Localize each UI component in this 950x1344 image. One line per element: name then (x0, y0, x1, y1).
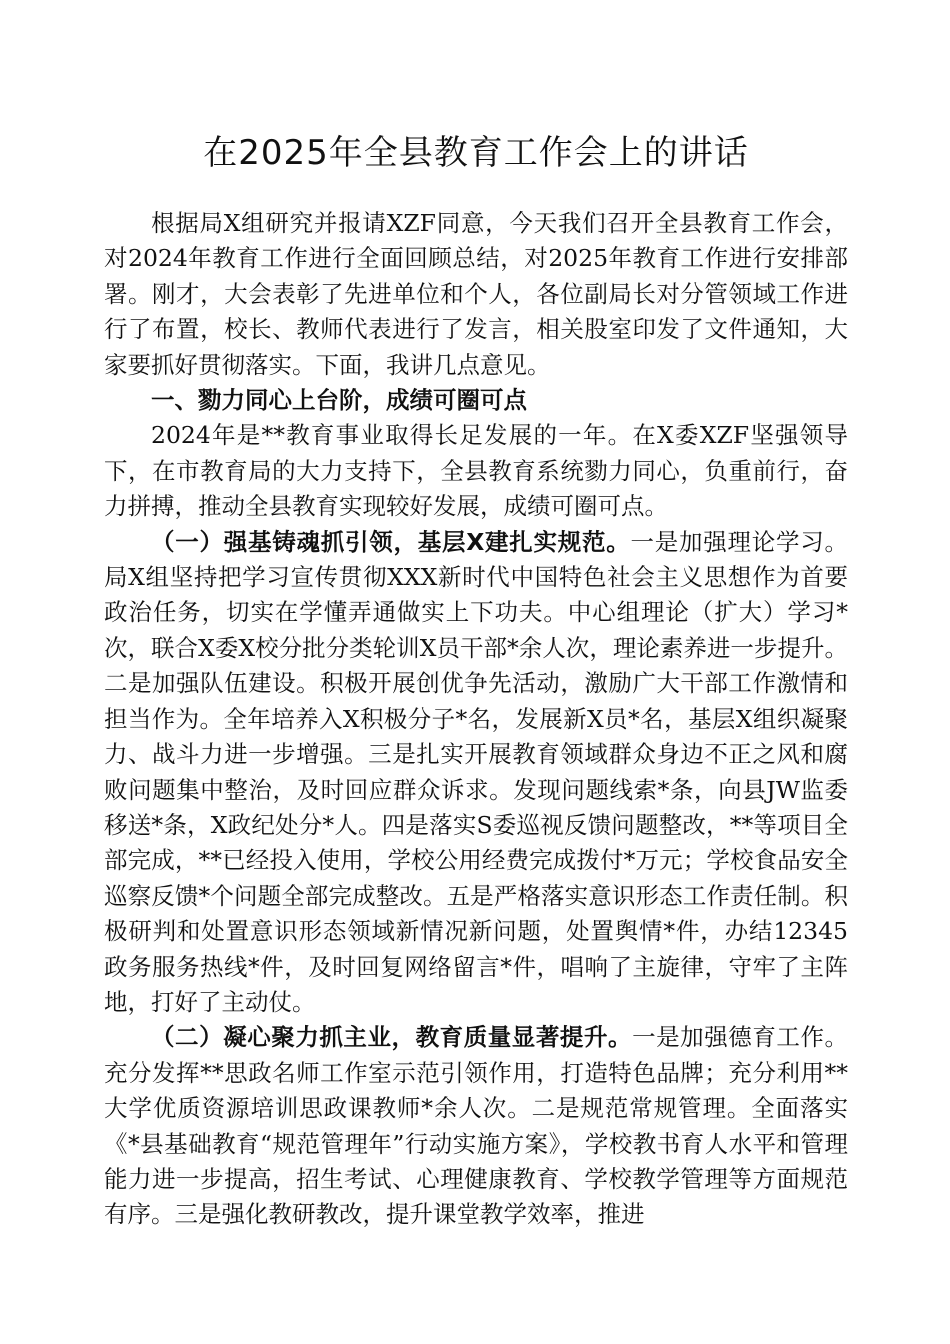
subsection-1-lead: （一）强基铸魂抓引领，基层X建扎实规范。 (151, 527, 631, 556)
section-1-heading: 一、勠力同心上台阶，成绩可圈可点 (151, 386, 527, 415)
subsection-2-lead: （二）凝心聚力抓主业，教育质量显著提升。 (151, 1023, 633, 1052)
section-1-paragraph: 2024年是**教育事业取得长足发展的一年。在X委XZF坚强领导下，在市教育局的大力支持下，全县教育系统勠力同心，负重前行，奋力拼搏，推动全县教育实现较好发展，成绩可圈可点。 (104, 421, 848, 521)
document-title: 在2025年全县教育工作会上的讲话 (203, 133, 749, 173)
subsection-1-paragraph (104, 525, 848, 1021)
document-page (104, 128, 848, 1233)
intro-paragraph: 根据局X组研究并报请XZF同意，今天我们召开全县教育工作会，对2024年教育工作进行全面回顾总结，对2025年教育工作进行安排部署。刚才，大会表彰了先进单位和个人，各位副局长对分管领域工作进行了布置，校长、教师代表进行了发言，相关股室印发了文件通知，大家要抓好贯彻落实。下面，我讲几点意见。 (104, 209, 848, 379)
subsection-2-paragraph (104, 1020, 848, 1232)
subsection-1-body: 一是加强理论学习。局X组坚持把学习宣传贯彻XXX新时代中国特色社会主义思想作为首要政治任务，切实在学懂弄通做实上下功夫。中心组理论（扩大）学习*次，联合X委X校分批分类轮训X员干部*余人次，理论素养进一步提升。二是加强队伍建设。积极开展创优争先活动，激励广大干部工作激情和担当作为。全年培养入X积极分子*名，发展新X员*名，基层X组织凝聚力、战斗力进一步增强。三是扎实开展教育领域群众身边不正之风和腐败问题集中整治，及时回应群众诉求。发现问题线索*条，向县JW监委移送*条，X政纪处分*人。四是落实S委巡视反馈问题整改，**等项目全部完成，**已经投入使用，学校公用经费完成拨付*万元；学校食品安全巡察反馈*个问题全部完成整改。五是严格落实意识形态工作责任制。积极研判和处置意识形态领域新情况新问题，处置舆情*件，办结12345政务服务热线*件，及时回复网络留言*件，唱响了主旋律，守牢了主阵地，打好了主动仗。 (104, 527, 848, 1016)
subsection-2-body: 一是加强德育工作。充分发挥**思政名师工作室示范引领作用，打造特色品牌；充分利用**大学优质资源培训思政课教师*余人次。二是规范常规管理。全面落实《*县基础教育“规范管理年”行动实施方案》，学校教书育人水平和管理能力进一步提高，招生考试、心理健康教育、学校教学管理等方面规范有序。三是强化教研教改，提升课堂教学效率，推进 (104, 1023, 849, 1229)
